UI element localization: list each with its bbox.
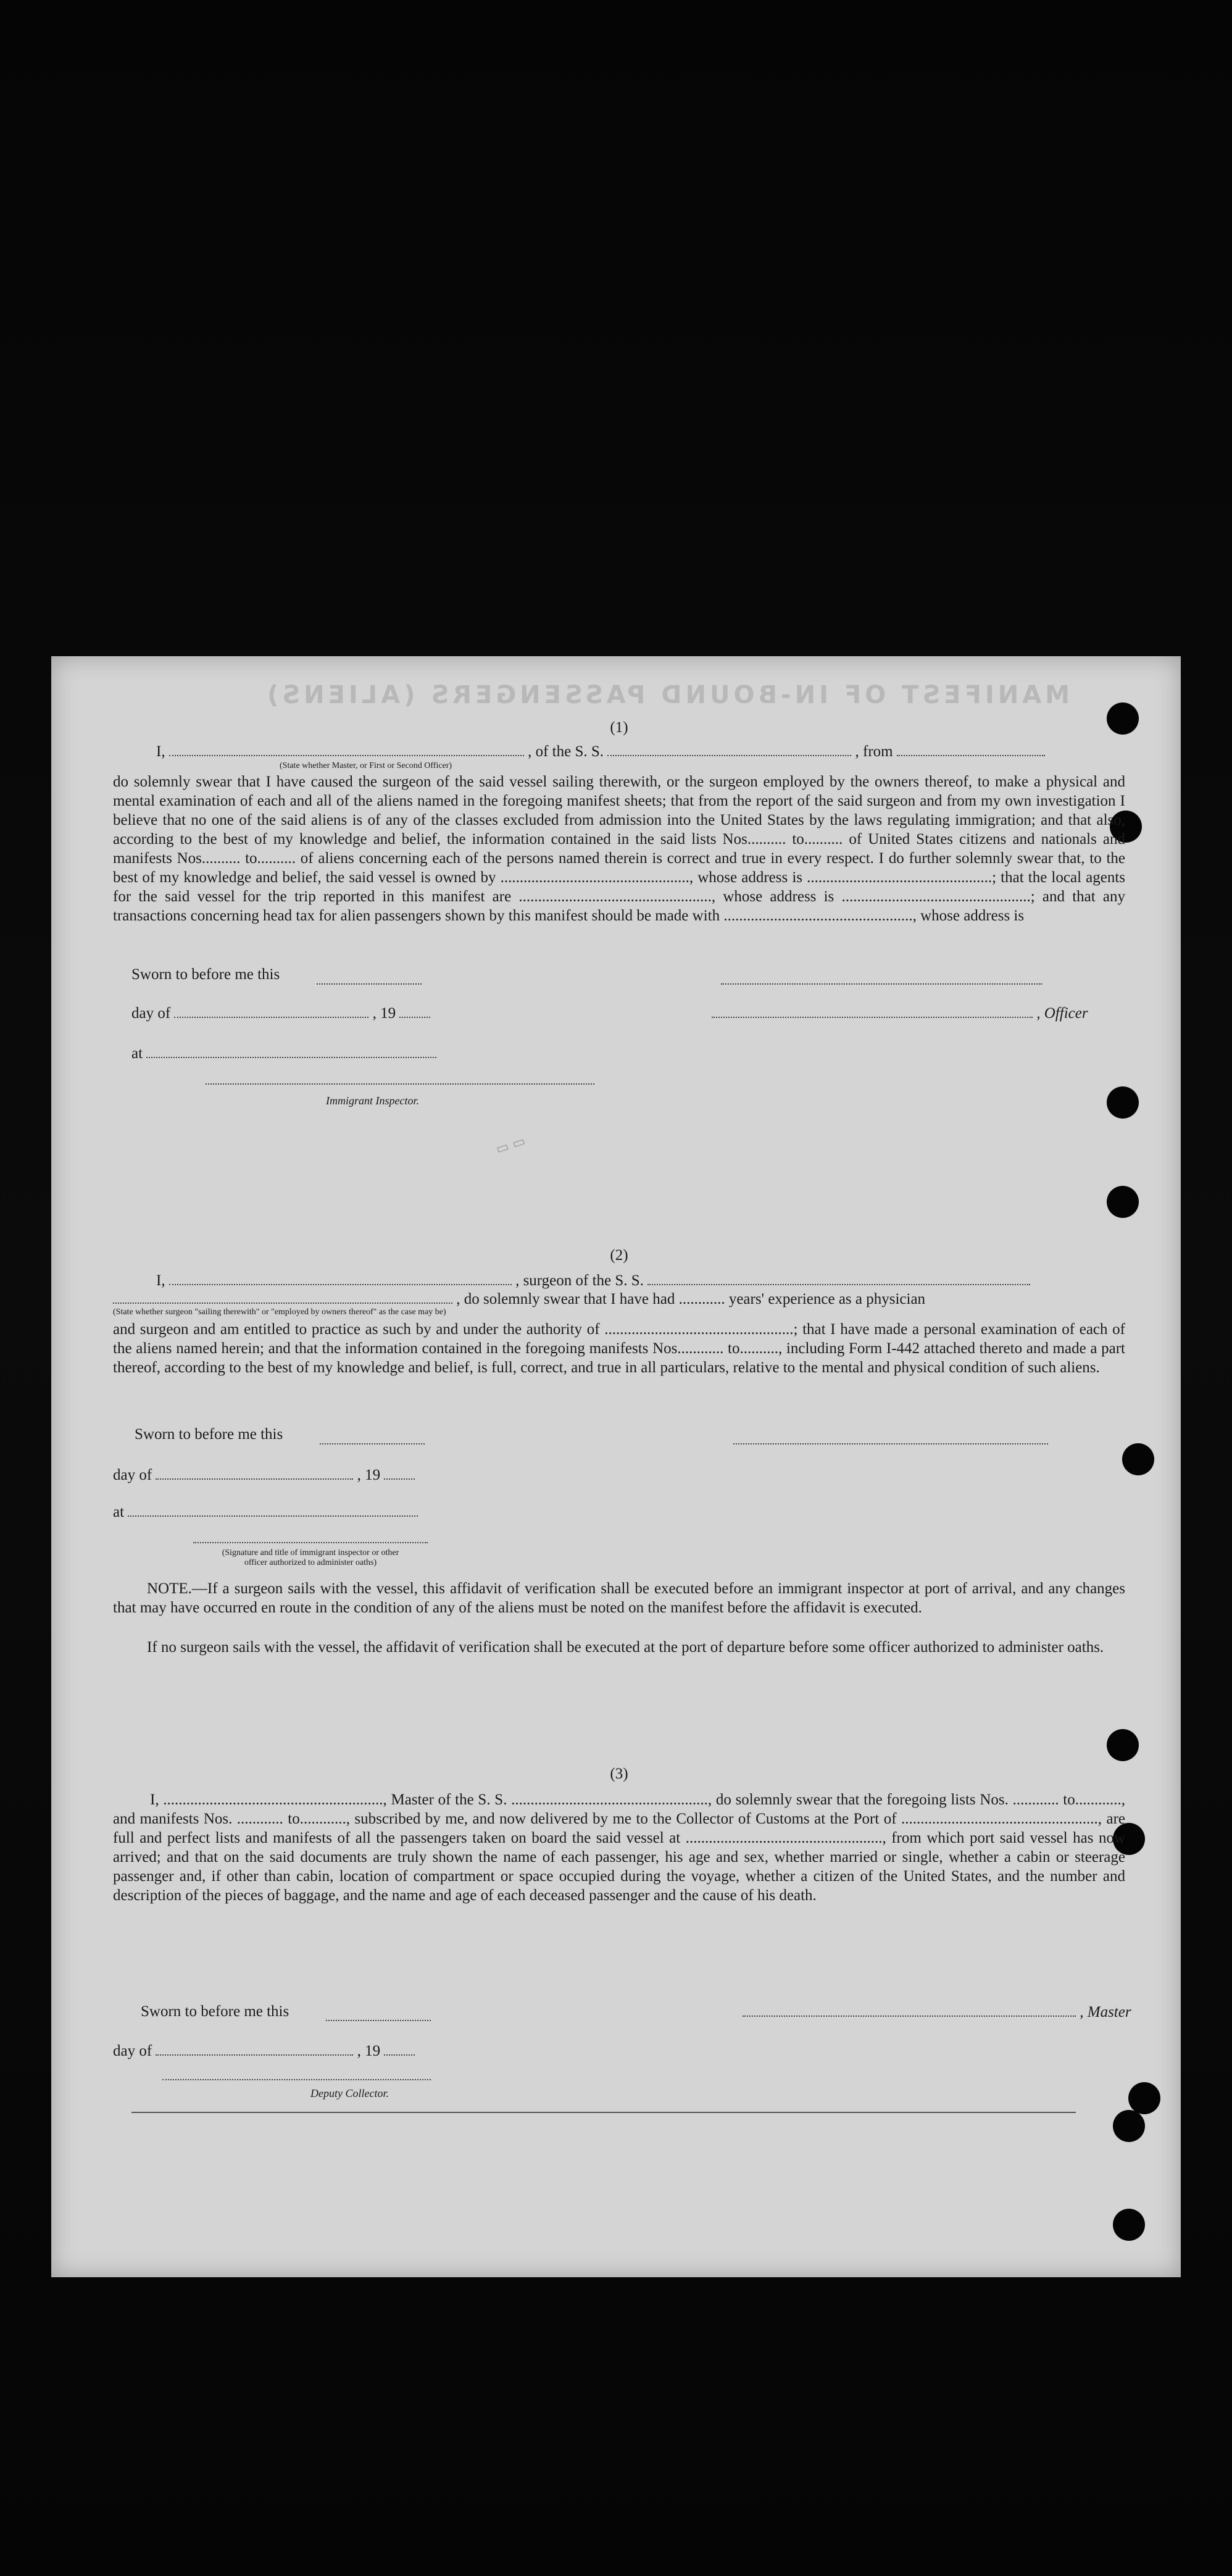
affidavit-surgeon [113,1246,1125,1696]
day-of-line [113,1465,415,1485]
day-of-label: day of [113,2043,152,2059]
surgeon-of-label: , surgeon of the S. S. [515,1272,644,1289]
sworn-line: Sworn to before me this [141,2003,289,2020]
note-paragraph-1 [113,1579,1125,1617]
section-number: (3) [610,1765,628,1782]
note-text: —If a surgeon sails with the vessel, this affidavit of verification shall be executed before an immigrant inspector at port of arrival, and any changes that may have occurred en route in the condition of any of the aliens must be noted on the manifest before the affidavit is executed. [113,1580,1125,1616]
day-of-line [131,1003,430,1023]
sworn-line: Sworn to before me this [131,966,280,983]
i-label: I, [156,743,165,760]
collector-oath-text: I, ........................................................., Master of the S. S. ..................................................., do solemnly swear that the foregoing lists Nos. ............ to............, and manifests Nos. ............ to............, subscribed by me, and now delivered by me to the Collector of Customs at the Port of ..................................................., are full and perfect lists and manifests of all the passengers taken on board the said vessel at ..................................................., from which port said vessel has now arrived; and that on the said documents are truly shown the name of each passenger, his age and sex, whether married or single, whether a cabin or steerage passenger and, if other than cabin, location of compartment or space occupied during the voyage, whether a citizen of the United States, and the number and description of the pieces of baggage, and the name and age of each deceased passenger and the cause of his death. [113,1791,1125,1904]
punch-hole-icon [1113,2110,1145,2142]
section-number: (2) [610,1247,628,1264]
note-label: NOTE. [147,1580,192,1597]
punch-hole-icon [1113,2209,1145,2241]
punch-hole-icon [1122,1443,1154,1475]
affidavit-master [113,718,1125,1224]
sworn-blank [326,2019,431,2021]
surgeon-signature-line [733,1442,1048,1444]
of-ss-label: , of the S. S. [528,743,604,760]
master-line [156,741,1045,761]
manifest-page [51,656,1181,2277]
at-line [131,1043,436,1063]
year-label: , 19 [357,1467,381,1483]
bottom-divider [131,2112,1076,2113]
experience-label: , do solemnly swear that I have had ............ years' experience as a physician [456,1291,926,1307]
affidavit-collector [113,1764,1131,2085]
sworn-blank [317,982,422,985]
surgeon-oath-text: and surgeon and am entitled to practice as such by and under the authority of .................................................; that I have made a personal examination of each of the aliens named herein; and that the information contained in the foregoing manifests Nos............ to.........., including Form I-442 attached thereto and made a part thereof, according to the best of my knowledge and belief, is full, correct, and true in all particulars, relative to the mental and physical condition of such aliens. [113,1321,1125,1376]
master-signature-line [743,2002,1131,2022]
day-of-label: day of [113,1467,152,1483]
at-line [113,1502,418,1522]
experience-line [113,1289,925,1309]
caption-surgeon: (State whether surgeon "sailing therewith" or "employed by owners thereof" as the case may be) [113,1307,446,1317]
punch-hole-icon [1128,2082,1160,2114]
sworn-line: Sworn to before me this [135,1426,283,1443]
caption-master: (State whether Master, or First or Second Officer) [280,761,452,770]
caption-signature: (Signature and title of immigrant inspector or other officer authorized to administer oaths) [222,1548,399,1567]
punch-hole-icon [1107,1729,1139,1761]
section-number: (1) [610,719,628,736]
at-label: at [113,1504,125,1520]
inspector-caption: Immigrant Inspector. [326,1094,419,1107]
officer-label: , Officer [1036,1005,1088,1022]
year-label: , 19 [357,2043,381,2059]
day-of-label: day of [131,1005,171,1022]
from-label: , from [855,743,893,760]
i-label: I, [156,1272,165,1289]
sworn-blank [320,1442,425,1444]
collector-caption: Deputy Collector. [310,2087,389,2099]
master-label: , Master [1080,2004,1131,2020]
bleed-through-text: MANIFEST OF IN-BOUND PASSENGERS (ALIENS) [264,681,1070,709]
master-oath-text: do solemnly swear that I have caused the surgeon of the said vessel sailing therewith, or the surgeon employed by the owners thereof, to make a physical and mental examination of each and all of the aliens named in the foregoing manifest sheets; that from the report of the said surgeon and from my own investigation I believe that no one of the said aliens is of any of the classes excluded from admission into the United States by the laws regulating immigration; and that also, according to the best of my knowledge and belief, the information contained in the said lists Nos.......... to.......... of United States citizens and nationals and manifests Nos.......... to.......... of aliens concerning each of the persons named therein is correct and true in every respect. I do further solemnly swear that, to the best of my knowledge and belief, the said vessel is owned by ................................................., whose address is ................................................; that the local agents for the said vessel for the trip reported in this manifest are .................................................., whose address is .................................................; and that any transactions concerning head tax for alien passengers shown by this manifest should be made with ................................................., whose address is [113,773,1125,924]
surgeon-line [156,1270,1030,1290]
faded-stamp: ▭ ▭ [494,1133,528,1157]
day-of-line [113,2041,415,2061]
officer-signature-line [193,1541,428,1543]
year-label: , 19 [372,1005,396,1022]
inspector-signature-line [206,1082,594,1085]
at-label: at [131,1045,143,1062]
officer-signature-line-top [721,982,1042,985]
note-paragraph-2: If no surgeon sails with the vessel, the affidavit of verification shall be executed at the port of departure before some officer authorized to administer oaths. [147,1639,1104,1656]
officer-line [712,1003,1088,1023]
collector-signature-line [162,2078,431,2080]
